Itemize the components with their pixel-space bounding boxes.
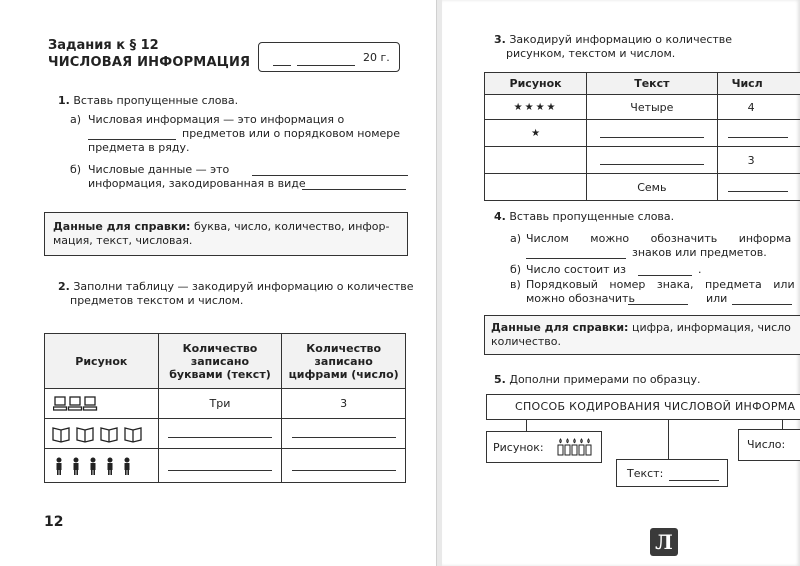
q4a-blank[interactable] [526, 246, 626, 259]
reference-box-1 [44, 212, 408, 256]
q4a-line1: Числом можно обозначить информа [526, 232, 792, 245]
q1b-label: б) [70, 163, 82, 176]
computers-icon-group [45, 396, 158, 412]
q1b-blank-1[interactable] [252, 163, 408, 176]
q4c-blank-2[interactable] [732, 292, 792, 305]
q1-number: 1. [58, 94, 70, 107]
diagram-title: СПОСОБ КОДИРОВАНИЯ ЧИСЛОВОЙ ИНФОРМА [515, 400, 796, 413]
q5-title: Дополни примерами по образцу. [509, 373, 701, 386]
q4b-line1: Число состоит из [526, 263, 627, 276]
q2-line1 [58, 280, 414, 294]
q4-heading [494, 210, 674, 224]
date-box [258, 42, 400, 72]
q1b-line1: Числовые данные — это [88, 163, 230, 176]
q3-row4-text: Семь [587, 174, 717, 201]
computer-icon [53, 396, 99, 412]
q3-row2-text-cell[interactable] [587, 120, 717, 147]
q3-row-1 [485, 95, 800, 120]
q3-row2-picture: ★ [485, 120, 587, 147]
q1-heading [58, 94, 238, 108]
q3-row2-text-blank[interactable] [600, 137, 704, 138]
date-year-suffix: 20 г. [363, 51, 390, 64]
ref1-text2: мация, текст, числовая. [53, 234, 193, 247]
text-label: Текст: [627, 467, 664, 480]
q4-title: Вставь пропущенные слова. [509, 210, 675, 223]
q2-table [44, 333, 406, 483]
q2-row-2 [45, 419, 406, 449]
q4b-label: б) [510, 263, 522, 276]
q3-header-picture: Рисунок [485, 73, 587, 95]
q3-header-number: Числ [717, 73, 800, 95]
q3-table [484, 72, 800, 201]
q1b-line2: информация, закодированная в виде [88, 177, 306, 190]
q3-line1 [494, 33, 732, 47]
q1a-label: а) [70, 113, 82, 126]
q4a-line2: знаков или предметов. [632, 246, 767, 259]
books-icon [51, 425, 147, 443]
q4b-blank[interactable] [638, 263, 692, 276]
q2-header-number: Количество записано цифрами (число) [282, 334, 406, 389]
q1a-line3: предмета в ряду. [88, 141, 190, 154]
q2-row2-picture [45, 419, 159, 449]
number-example-box [738, 429, 800, 461]
q4c-blank-1[interactable] [628, 292, 688, 305]
q3-row2-number-cell[interactable] [717, 120, 800, 147]
q2-header-picture: Рисунок [45, 334, 159, 389]
q5-heading [494, 373, 701, 387]
q2-text: Заполни таблицу — закодируй информацию о количестве [73, 280, 414, 293]
q2-row2-number-blank[interactable] [292, 437, 396, 438]
picture-label: Рисунок: [493, 441, 544, 454]
assignment-heading: Задания к § 12 [48, 38, 159, 53]
publisher-logo: Л [650, 528, 678, 556]
ref2-text1: цифра, информация, число [631, 321, 791, 334]
reference-box-2 [484, 315, 800, 355]
q3-row3-text-cell[interactable] [587, 147, 717, 174]
q2-row3-picture [45, 449, 159, 483]
q3-row2-number-blank[interactable] [728, 137, 788, 138]
q3-line2: рисунком, текстом и числом. [506, 47, 676, 60]
date-day-blank[interactable] [273, 53, 291, 66]
candles-icon [557, 438, 595, 456]
q2-header-text: Количество записано буквами (текст) [158, 334, 282, 389]
q3-row3-picture-cell[interactable] [485, 147, 587, 174]
q4c-line2a: можно обозначить [526, 292, 635, 305]
q3-row3-number: 3 [717, 147, 800, 174]
q3-row1-picture: ★★★★ [485, 95, 587, 120]
q3-row-2 [485, 120, 800, 147]
q5-number: 5. [494, 373, 506, 386]
q3-row3-text-blank[interactable] [600, 164, 704, 165]
ref2-text2: количество. [491, 335, 561, 348]
q2-row3-number-blank[interactable] [292, 470, 396, 471]
q2-row2-text-cell[interactable] [158, 419, 282, 449]
topic-heading: ЧИСЛОВАЯ ИНФОРМАЦИЯ [48, 55, 251, 70]
q3-row4-number-blank[interactable] [728, 191, 788, 192]
q1a-blank[interactable] [88, 127, 176, 140]
q1-title: Вставь пропущенные слова. [73, 94, 239, 107]
ref1-label: Данные для справки: [53, 220, 191, 233]
connector-middle [668, 419, 669, 459]
q3-row-4 [485, 174, 800, 201]
q4c-label: в) [510, 278, 521, 291]
q3-row1-number: 4 [717, 95, 800, 120]
q2-row1-number: 3 [282, 389, 406, 419]
connector-right [782, 419, 783, 429]
q1a-line1: Числовая информация — это информация о [88, 113, 345, 126]
q4-number: 4. [494, 210, 506, 223]
q2-row2-number-cell[interactable] [282, 419, 406, 449]
q2-row3-text-blank[interactable] [168, 470, 272, 471]
ref2-label: Данные для справки: [491, 321, 629, 334]
number-label: Число: [747, 438, 786, 451]
q3-number: 3. [494, 33, 506, 46]
q1b-blank-2[interactable] [302, 177, 406, 190]
q4a-label: а) [510, 232, 522, 245]
q2-line2: предметов текстом и числом. [70, 294, 244, 307]
connector-left [526, 419, 527, 431]
page-number: 12 [44, 514, 64, 530]
text-example-blank[interactable] [669, 468, 719, 481]
q4c-line1: Порядковый номер знака, предмета или [526, 278, 795, 291]
q2-row-1 [45, 389, 406, 419]
q3-row4-picture-cell[interactable] [485, 174, 587, 201]
q3-row1-text: Четыре [587, 95, 717, 120]
text-example-box [616, 459, 728, 487]
q2-row1-text: Три [158, 389, 282, 419]
q1a-line2: предметов или о порядковом номере [182, 127, 401, 140]
diagram-title-box [486, 394, 800, 420]
q3-text: Закодируй информацию о количестве [509, 33, 733, 46]
q2-row-3 [45, 449, 406, 483]
date-month-blank[interactable] [297, 53, 355, 66]
q3-row4-number-cell[interactable] [717, 174, 800, 201]
ref1-text1: буква, число, количество, инфор- [193, 220, 390, 233]
q4c-line2b: или [706, 292, 728, 305]
q2-number: 2. [58, 280, 70, 293]
people-icon [55, 457, 139, 475]
q2-row3-text-cell[interactable] [158, 449, 282, 483]
q2-row1-picture [45, 389, 159, 419]
right-page: 3. Закодируй информацию о количестве рисунком, текстом и числом. Рисунок Текст Числ ★★★★ Четыре 4 ★ 3 Семь 4. Вставь пропущенные слова. а) Числом можно обозначить информа знаков или предметов. б) Число состоит из . в) Порядковый номер знака, предмета или можно обозначить или Данные для справки: цифра, информация, число количество. 5. Дополни примерами по образцу. СПОСОБ КОДИРОВАНИЯ ЧИСЛОВОЙ ИНФОРМА Рисунок: Текст: Число: [442, 0, 800, 566]
q3-row-3 [485, 147, 800, 174]
q3-header-text: Текст [587, 73, 717, 95]
picture-example-box [486, 431, 602, 463]
q2-row3-number-cell[interactable] [282, 449, 406, 483]
q2-row2-text-blank[interactable] [168, 437, 272, 438]
